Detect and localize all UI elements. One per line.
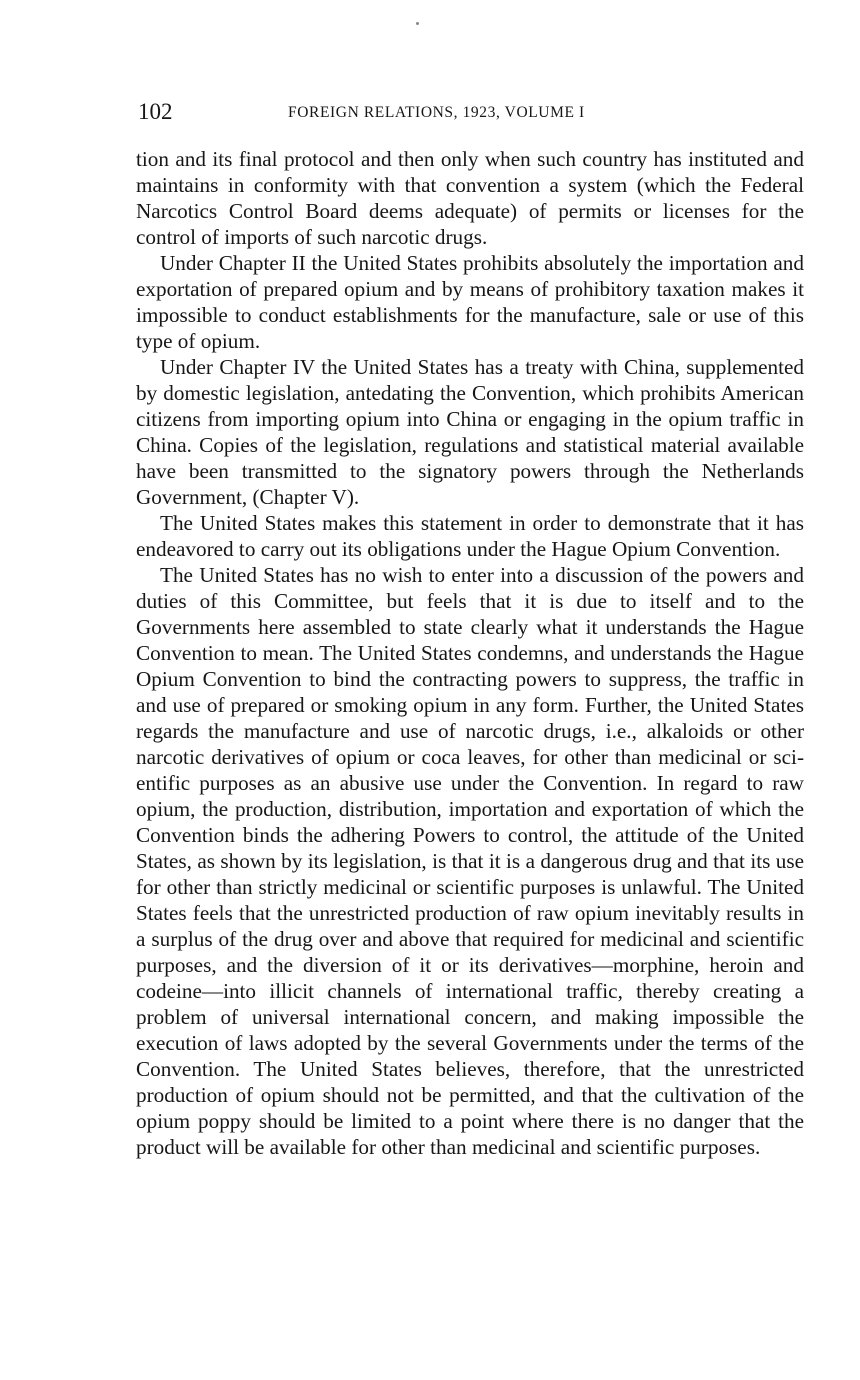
scan-speck bbox=[416, 22, 419, 25]
paragraph-statement: The United States makes this statement in order to demonstrate that it has endeavored to carry out its obligations under the Hague Opium Convention. bbox=[136, 511, 804, 561]
page-header bbox=[138, 96, 808, 128]
running-head: FOREIGN RELATIONS, 1923, VOLUME I bbox=[288, 104, 585, 121]
body-text bbox=[136, 146, 804, 1160]
paragraph-position: The United States has no wish to enter into a discussion of the powers and duties of this Committee, but feels that it is due to itself and to the Governments here assembled to state clearly what it understands the Hague Convention to mean. The United States condemns, and understands the Hague Opium Convention to bind the contracting powers to suppress, the traffic in and use of prepared or smoking opium in any form. Further, the United States regards the manufacture and use of narcotic drugs, i.e., alkaloids or other narcotic derivatives of opium or coca leaves, for other than medicinal or scientific purposes as an abusive use under the Convention. In regard to raw opium, the production, distribution, importation and exportation of which the Convention binds the adhering Powers to control, the attitude of the United States, as shown by its legislation, is that it is a dangerous drug and that its use for other than strictly medicinal or scientific purposes is unlawful. The United States feels that the unrestricted production of raw opium inevitably results in a surplus of the drug over and above that required for medicinal and scientific purposes, and the diversion of it or its derivatives—morphine, heroin and codeine—into illicit channels of international traffic, thereby creating a problem of universal international concern, and making impossible the execution of laws adopted by the several Governments under the terms of the Convention. The United States believes, therefore, that the unrestricted production of opium should not be permitted, and that the cultivation of the opium poppy should be limited to a point where there is no danger that the product will be available for other than medicinal and scientific purposes. bbox=[136, 563, 804, 1159]
paragraph-continuation: tion and its final protocol and then only when such country has instituted and maintains in conformity with that convention a system (which the Federal Narcotics Control Board deems adequate) of permits or licenses for the control of imports of such narcotic drugs. bbox=[136, 147, 804, 249]
paragraph-chapter-ii: Under Chapter II the United States prohibits absolutely the importation and exportation of prepared opium and by means of prohibitory taxation makes it impossible to conduct establishments for the manufacture, sale or use of this type of opium. bbox=[136, 251, 804, 353]
page-number: 102 bbox=[138, 99, 173, 124]
paragraph-chapter-iv: Under Chapter IV the United States has a treaty with China, supplemented by domestic legislation, antedating the Convention, which prohibits American citizens from importing opium into China or engaging in the opium traffic in China. Copies of the legislation, regulations and statistical material available have been transmitted to the signatory powers through the Netherlands Government, (Chapter V). bbox=[136, 355, 804, 509]
